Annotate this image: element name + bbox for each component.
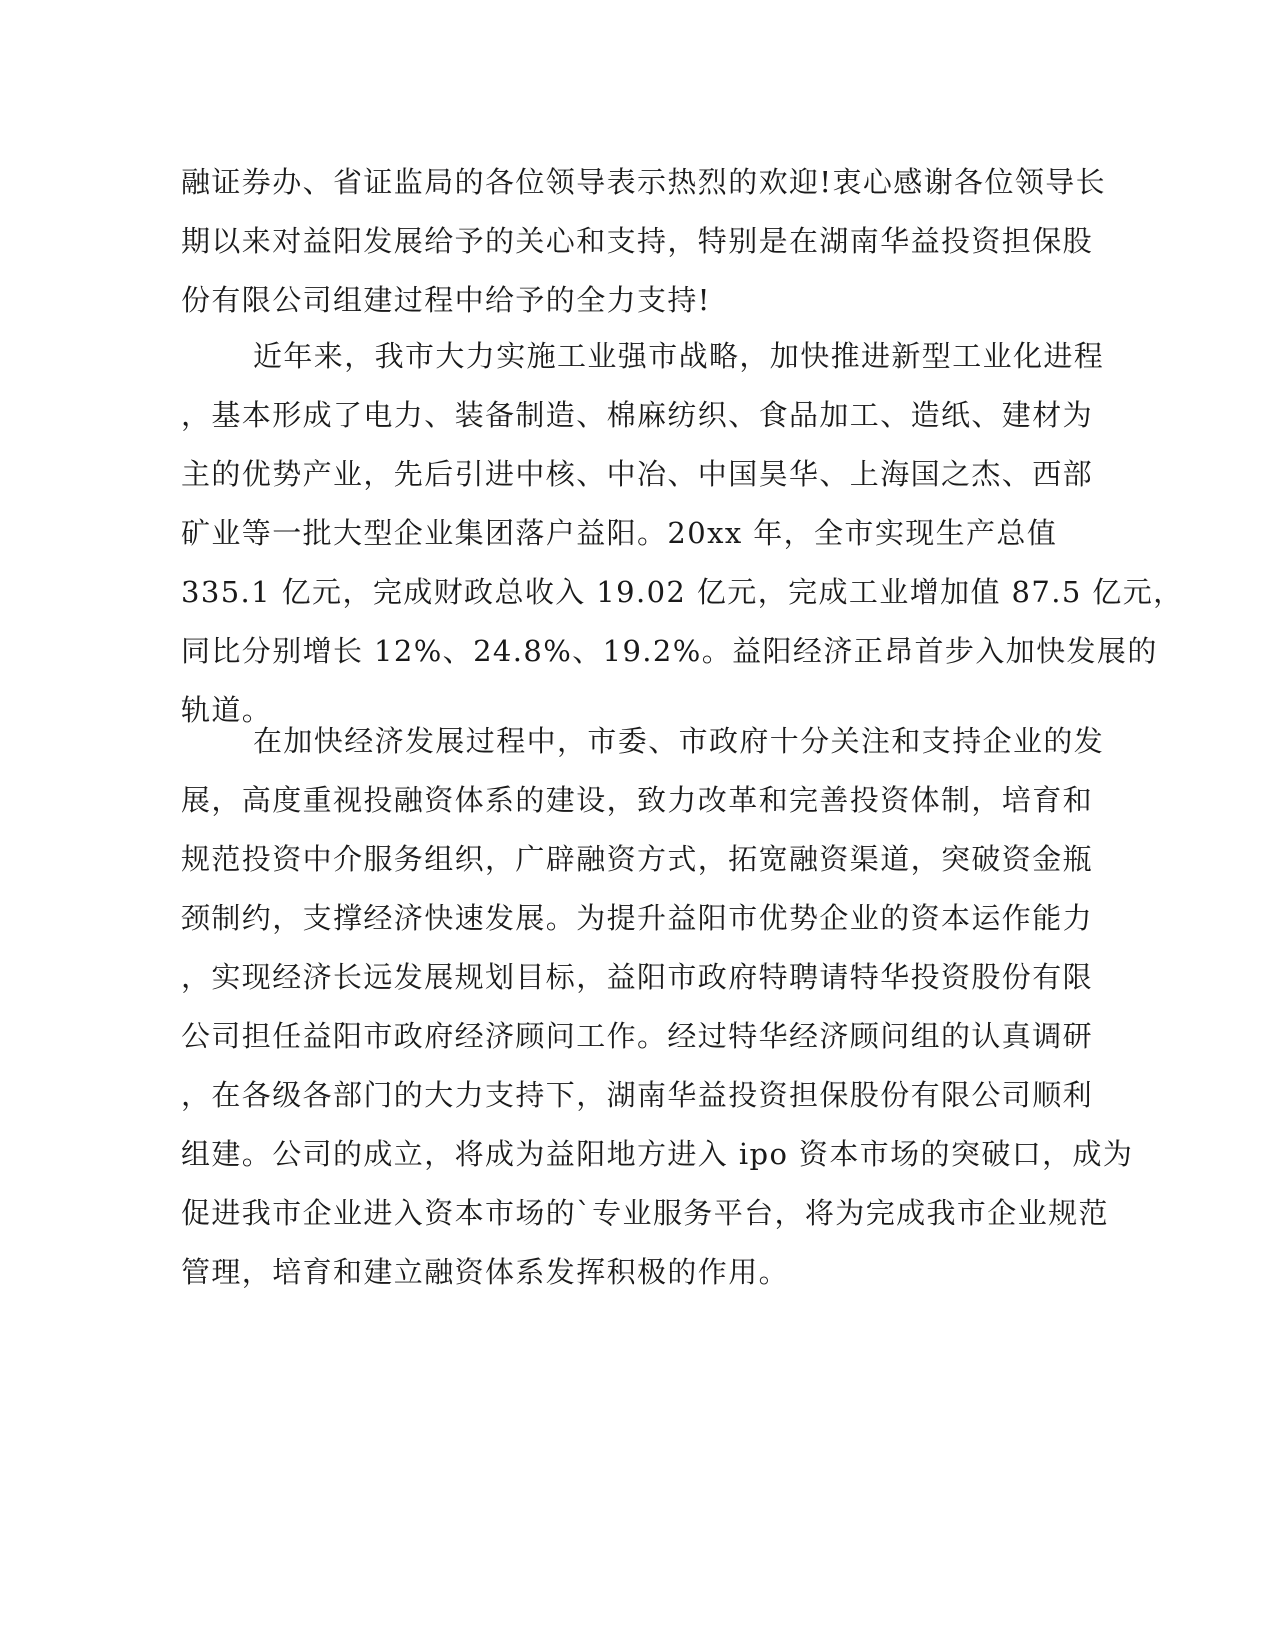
paragraph-line: 管理，培育和建立融资体系发挥积极的作用。	[181, 1255, 790, 1289]
paragraph-line: ，基本形成了电力、装备制造、棉麻纺织、食品加工、造纸、建材为	[181, 398, 1094, 432]
paragraph-3	[181, 712, 1134, 1302]
paragraph-2	[181, 327, 1184, 740]
paragraph-line: 近年来，我市大力实施工业强市战略，加快推进新型工业化进程	[253, 339, 1105, 373]
paragraph-line: 同比分别增长 12%、24.8%、19.2%。益阳经济正昂首步入加快发展的	[181, 634, 1158, 668]
paragraph-line: 期以来对益阳发展给予的关心和支持，特别是在湖南华益投资担保股	[181, 224, 1094, 258]
paragraph-line: 公司担任益阳市政府经济顾问工作。经过特华经济顾问组的认真调研	[181, 1019, 1094, 1053]
paragraph-line: 份有限公司组建过程中给予的全力支持!	[181, 283, 711, 317]
paragraph-line: 组建。公司的成立，将成为益阳地方进入 ipo 资本市场的突破口，成为	[181, 1137, 1134, 1171]
paragraph-line: 展，高度重视投融资体系的建设，致力改革和完善投资体制，培育和	[181, 783, 1094, 817]
paragraph-line: 轨道。	[181, 693, 273, 727]
paragraph-line: 促进我市企业进入资本市场的`专业服务平台，将为完成我市企业规范	[181, 1196, 1109, 1230]
paragraph-line: 融证券办、省证监局的各位领导表示热烈的欢迎!衷心感谢各位领导长	[181, 165, 1107, 199]
paragraph-line: 335.1 亿元，完成财政总收入 19.02 亿元，完成工业增加值 87.5 亿元，	[181, 575, 1184, 609]
paragraph-line: 矿业等一批大型企业集团落户益阳。20xx 年，全市实现生产总值	[181, 516, 1058, 550]
paragraph-1	[181, 153, 1107, 330]
paragraph-line: ，实现经济长远发展规划目标，益阳市政府特聘请特华投资股份有限	[181, 960, 1094, 994]
paragraph-line: 规范投资中介服务组织，广辟融资方式，拓宽融资渠道，突破资金瓶	[181, 842, 1094, 876]
paragraph-line: 主的优势产业，先后引进中核、中冶、中国昊华、上海国之杰、西部	[181, 457, 1094, 491]
paragraph-line: 在加快经济发展过程中，市委、市政府十分关注和支持企业的发	[253, 724, 1105, 758]
paragraph-line: ，在各级各部门的大力支持下，湖南华益投资担保股份有限公司顺利	[181, 1078, 1094, 1112]
paragraph-line: 颈制约，支撑经济快速发展。为提升益阳市优势企业的资本运作能力	[181, 901, 1094, 935]
